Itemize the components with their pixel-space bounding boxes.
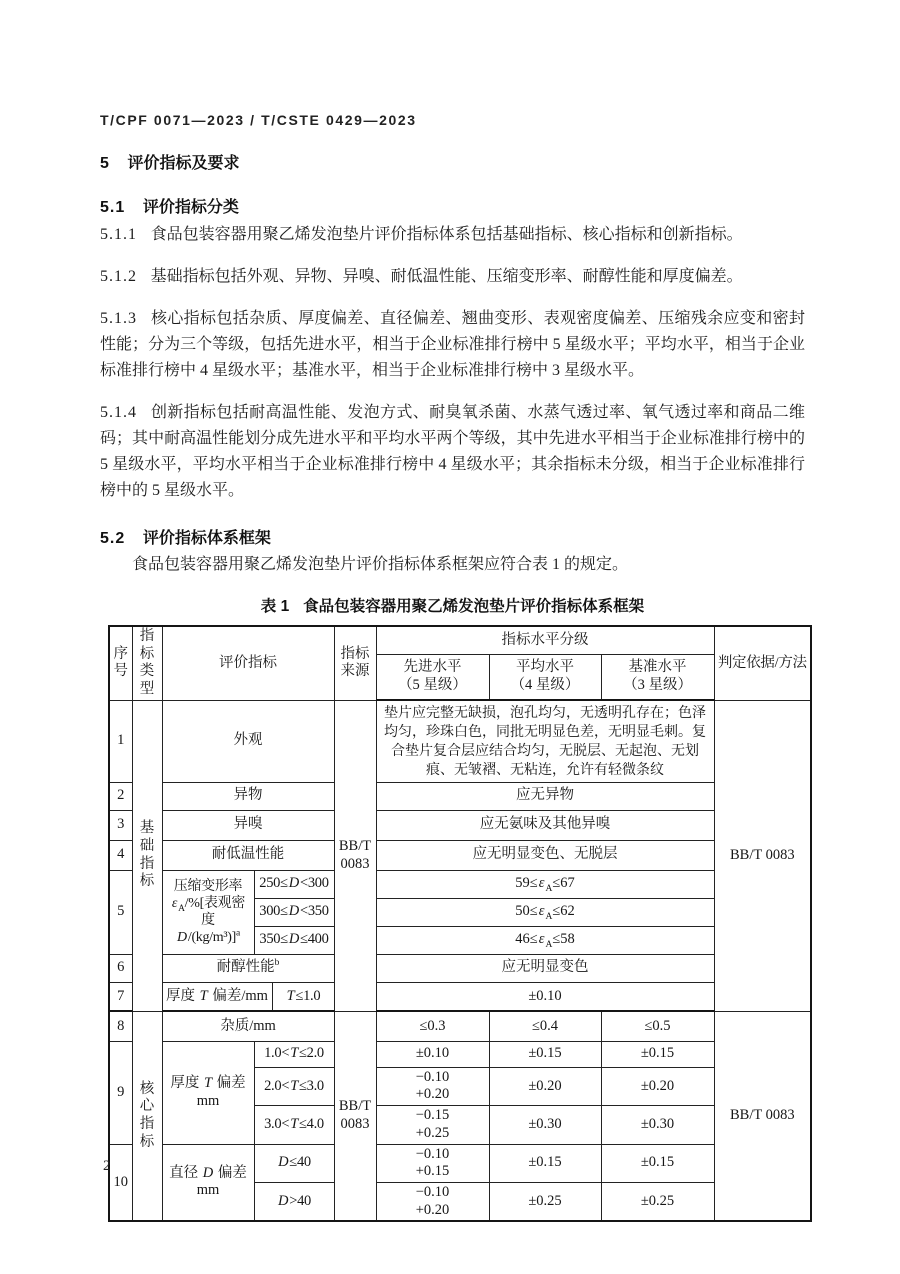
level-average-cell: ±0.30 — [489, 1106, 601, 1144]
condition-cell: D>40 — [254, 1182, 334, 1221]
level-baseline-cell: ±0.15 — [601, 1041, 714, 1067]
clause-number: 5.1.3 — [100, 310, 137, 327]
table-row-4-low-temperature — [109, 840, 811, 870]
condition-cell: 2.0<T≤3.0 — [254, 1067, 334, 1105]
paragraph-5-2-intro: 食品包装容器用聚乙烯发泡垫片评价指标体系框架应符合表 1 的规定。 — [132, 556, 629, 573]
indicator-cell: 杂质/mm — [162, 1011, 334, 1041]
level-baseline-cell: ±0.25 — [601, 1182, 714, 1221]
row-number-cell: 1 — [109, 700, 132, 782]
table-header-row-1 — [109, 626, 811, 654]
section-heading-5-1 — [100, 194, 805, 217]
table-row-8-impurity — [109, 1011, 811, 1041]
indicator-cell: 直径 D 偏差 mm — [162, 1144, 254, 1221]
level-advanced-cell: −0.10 +0.15 — [376, 1144, 489, 1182]
clause-text: 核心指标包括杂质、厚度偏差、直径偏差、翘曲变形、表观密度偏差、压缩残余应变和密封性能；分为三个等级，包括先进水平，相当于企业标准排行榜中 5 星级水平；平均水平，相当于企业标准排行榜中 4 星级水平；基准水平，相当于企业标准排行榜中 3 星级水平。 — [100, 310, 805, 379]
section-heading-5-2 — [100, 525, 805, 548]
type-cell-core: 核心 指标 — [132, 1011, 162, 1221]
row-number-cell: 10 — [109, 1144, 132, 1221]
indicator-cell: 压缩变形率 $\varepsilon_A/\%$[表观密度 D/(kg/m³)]$^a$ — [162, 870, 254, 954]
section-number: 5.2 — [100, 530, 126, 547]
basis-cell: BB/T 0083 — [714, 700, 811, 1011]
section-number: 5 — [100, 155, 110, 172]
indicator-cell: 耐低温性能 — [162, 840, 334, 870]
condition-cell: 300≤D<350 — [254, 898, 334, 926]
type-cell-basic: 基础 指标 — [132, 700, 162, 1011]
table-row-3-odor — [109, 810, 811, 840]
header-evaluation-indicator: 评价指标 — [162, 626, 334, 700]
header-advanced-level: 先进水平 （5 星级） — [376, 654, 489, 700]
condition-cell: T≤1.0 — [272, 982, 334, 1011]
table-row-9-thickness-sub1 — [109, 1041, 811, 1067]
level-baseline-cell: ≤0.5 — [601, 1011, 714, 1041]
requirement-cell: $59\le\varepsilon_A\le 67$ — [376, 870, 714, 898]
indicator-cell: 异嗅 — [162, 810, 334, 840]
clause-number: 5.1.2 — [100, 268, 137, 285]
row-number-cell: 8 — [109, 1011, 132, 1041]
indicator-cell: 耐醇性能$^b$ — [162, 954, 334, 982]
clause-number: 5.1.1 — [100, 226, 137, 243]
paragraph-5-1-3 — [100, 306, 805, 384]
level-advanced-cell: −0.10 +0.20 — [376, 1182, 489, 1221]
requirement-cell: $46\le\varepsilon_A\le 58$ — [376, 926, 714, 954]
level-average-cell: ±0.15 — [489, 1041, 601, 1067]
source-cell: BB/T 0083 — [334, 700, 376, 1011]
indicator-cell: 外观 — [162, 700, 334, 782]
clause-text: 食品包装容器用聚乙烯发泡垫片评价指标体系包括基础指标、核心指标和创新指标。 — [150, 226, 743, 243]
table-caption — [100, 594, 805, 616]
indicator-framework-table — [108, 625, 812, 1222]
clause-number: 5.1.4 — [100, 404, 137, 421]
condition-cell: 3.0<T≤4.0 — [254, 1106, 334, 1144]
table-caption-title: 食品包装容器用聚乙烯发泡垫片评价指标体系框架 — [303, 598, 645, 615]
table-row-2-foreign-matter — [109, 782, 811, 810]
level-baseline-cell: ±0.20 — [601, 1067, 714, 1105]
header-baseline-level: 基准水平 （3 星级） — [601, 654, 714, 700]
row-number-cell: 2 — [109, 782, 132, 810]
requirement-cell: 应无氨味及其他异嗅 — [376, 810, 714, 840]
condition-cell: 1.0<T≤2.0 — [254, 1041, 334, 1067]
level-average-cell: ±0.25 — [489, 1182, 601, 1221]
level-average-cell: ±0.20 — [489, 1067, 601, 1105]
requirement-cell: 应无明显变色、无脱层 — [376, 840, 714, 870]
row-number-cell: 3 — [109, 810, 132, 840]
table-row-5-compression-sub1 — [109, 870, 811, 898]
indicator-cell: 厚度 T 偏差/mm — [162, 982, 272, 1011]
table-row-7-thickness-deviation — [109, 982, 811, 1011]
requirement-cell: ±0.10 — [376, 982, 714, 1011]
paragraph-5-1-1 — [100, 222, 805, 248]
condition-cell: 250≤D<300 — [254, 870, 334, 898]
clause-text: 基础指标包括外观、异物、异嗅、耐低温性能、压缩变形率、耐醇性能和厚度偏差。 — [150, 268, 743, 285]
level-average-cell: ≤0.4 — [489, 1011, 601, 1041]
header-average-level: 平均水平 （4 星级） — [489, 654, 601, 700]
level-average-cell: ±0.15 — [489, 1144, 601, 1182]
condition-cell: D≤40 — [254, 1144, 334, 1182]
requirement-cell: $50\le\varepsilon_A\le 62$ — [376, 898, 714, 926]
indicator-cell: 厚度 T 偏差 mm — [162, 1041, 254, 1144]
source-cell: BB/T 0083 — [334, 1011, 376, 1221]
header-indicator-type: 指标 类型 — [132, 626, 162, 700]
row-number-cell: 9 — [109, 1041, 132, 1144]
header-serial-no: 序号 — [109, 626, 132, 700]
paragraph-5-1-4 — [100, 400, 805, 504]
table-row-10-diameter-sub1 — [109, 1144, 811, 1182]
level-advanced-cell: −0.10 +0.20 — [376, 1067, 489, 1105]
requirement-cell: 应无异物 — [376, 782, 714, 810]
level-advanced-cell: ≤0.3 — [376, 1011, 489, 1041]
page-number: 2 — [103, 1158, 111, 1174]
row-number-cell: 4 — [109, 840, 132, 870]
section-title: 评价指标体系框架 — [142, 530, 271, 547]
requirement-cell: 应无明显变色 — [376, 954, 714, 982]
level-advanced-cell: −0.15 +0.25 — [376, 1106, 489, 1144]
section-heading-5 — [100, 150, 805, 173]
standard-code-header: T/CPF 0071—2023 / T/CSTE 0429—2023 — [100, 112, 417, 128]
row-number-cell: 6 — [109, 954, 132, 982]
table-caption-label: 表 1 — [260, 598, 290, 615]
row-number-cell: 5 — [109, 870, 132, 954]
basis-cell: BB/T 0083 — [714, 1011, 811, 1221]
table-row-6-alcohol-resistance — [109, 954, 811, 982]
requirement-cell: 垫片应完整无缺损，泡孔均匀，无透明孔存在；色泽均匀，珍珠白色，同批无明显色差，无明显毛刺。复合垫片复合层应结合均匀，无脱层、无起泡、无划痕、无皱褶、无粘连，允许有轻微条纹 — [376, 700, 714, 782]
paragraph-5-1-2 — [100, 264, 805, 290]
header-judgment-basis: 判定依据/方法 — [714, 626, 811, 700]
row-number-cell: 7 — [109, 982, 132, 1011]
section-title: 评价指标分类 — [142, 199, 239, 216]
condition-cell: 350≤D≤400 — [254, 926, 334, 954]
level-baseline-cell: ±0.15 — [601, 1144, 714, 1182]
table-row-1-appearance — [109, 700, 811, 782]
section-number: 5.1 — [100, 199, 126, 216]
header-indicator-source: 指标 来源 — [334, 626, 376, 700]
header-grading: 指标水平分级 — [376, 626, 714, 654]
clause-text: 创新指标包括耐高温性能、发泡方式、耐臭氧杀菌、水蒸气透过率、氧气透过率和商品二维码；其中耐高温性能划分成先进水平和平均水平两个等级，其中先进水平相当于企业标准排行榜中的 5 星级水平，平均水平相当于企业标准排行榜中 4 星级水平；其余指标未分级，相当于企业标准排行榜中的 5 星级水平。 — [100, 404, 805, 499]
level-baseline-cell: ±0.30 — [601, 1106, 714, 1144]
level-advanced-cell: ±0.10 — [376, 1041, 489, 1067]
indicator-cell: 异物 — [162, 782, 334, 810]
section-title: 评价指标及要求 — [127, 155, 240, 172]
